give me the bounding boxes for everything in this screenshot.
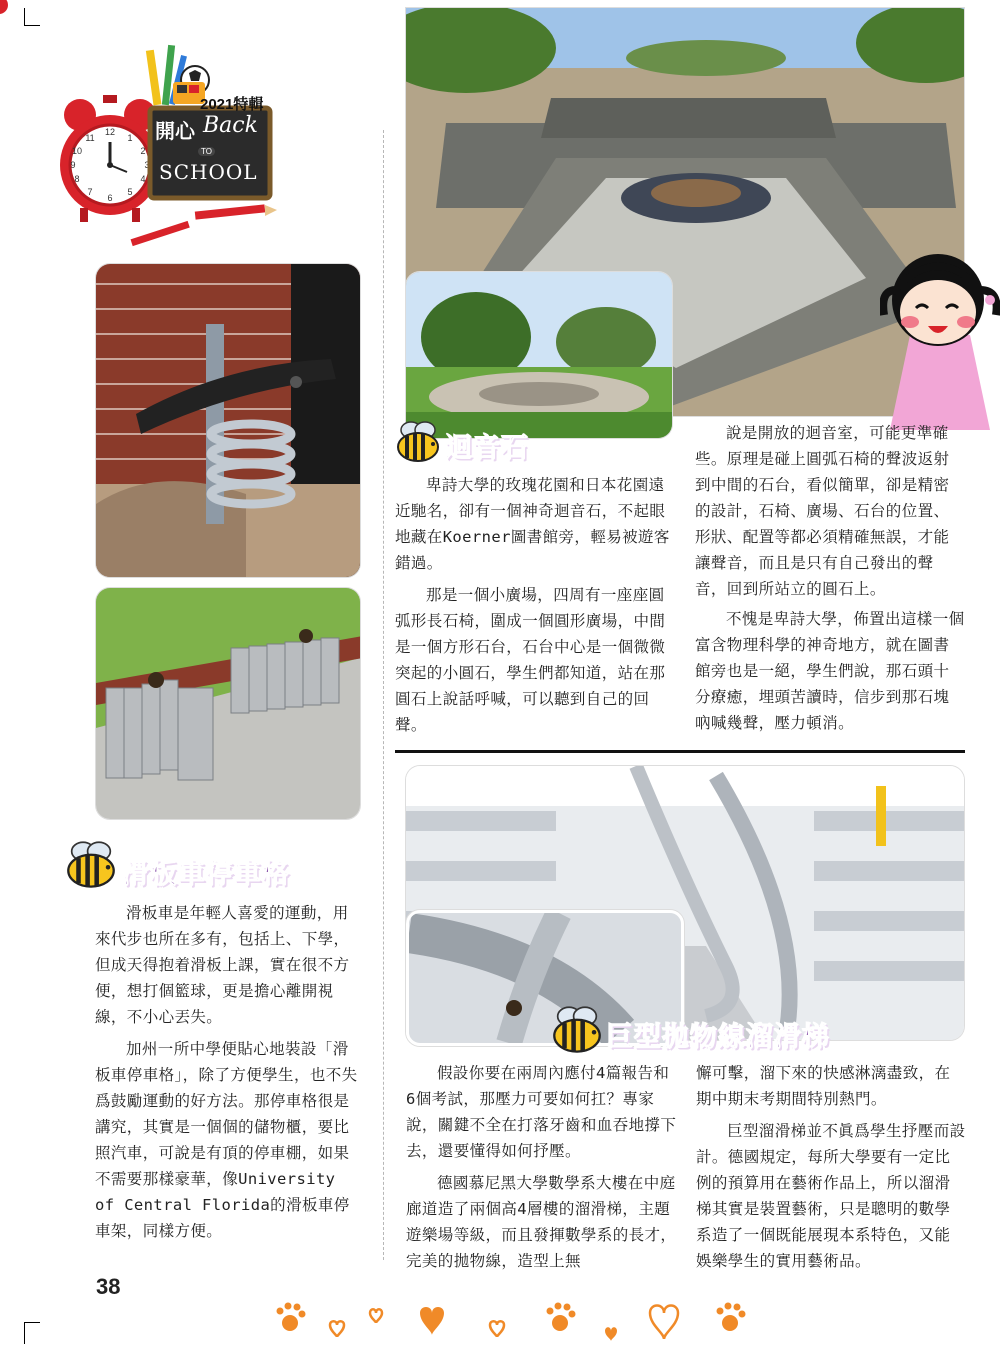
crop-mark [24, 8, 25, 26]
slide-heading: 巨型拋物線溜滑梯 [606, 1022, 830, 1053]
crop-mark [24, 1322, 25, 1344]
svg-text:11: 11 [85, 133, 95, 143]
paragraph: 巨型溜滑梯並不眞爲學生抒壓而設計。德國規定，每所大學要有一定比例的預算用在藝術作品上，所以溜滑梯其實是裝置藝術，只是聰明的數學系造了一個既能展現本系特色，又能娛樂學生的實用藝術品。 [696, 1122, 966, 1270]
svg-text:10: 10 [71, 146, 83, 156]
masthead [55, 40, 285, 255]
slide-col1 [406, 1060, 678, 1274]
masthead-title-school: SCHOOL [159, 160, 258, 184]
svg-text:3: 3 [144, 160, 150, 170]
paragraph: 卑詩大學的玫瑰花園和日本花園遠近馳名，卻有一個神奇迴音石，不起眼地藏在Koerner圖書館旁，輕易被遊客錯過。 [395, 476, 670, 572]
alarm-clock-icon [55, 40, 285, 255]
crop-mark [24, 1322, 40, 1323]
column-divider [383, 130, 384, 1260]
crop-mark [24, 25, 40, 26]
cartoon-girl-illustration [880, 230, 1000, 430]
masthead-title-back: Back [203, 113, 258, 138]
echo-stone-heading: 迴音石 [445, 433, 529, 464]
section-divider [395, 750, 965, 753]
photo-skateboard-rack [96, 264, 360, 577]
svg-text:1: 1 [127, 133, 133, 143]
svg-text:6: 6 [107, 193, 113, 203]
svg-text:7: 7 [87, 187, 93, 197]
footer-decoration [270, 1295, 770, 1345]
paragraph-continued: 懈可擊，溜下來的快感淋漓盡致，在期中期末考期間特別熱門。 [696, 1064, 951, 1108]
paragraph: 加州一所中學便貼心地裝設「滑板車停車格」，除了方便學生，也不失爲鼓勵運動的好方法。那停車格很是講究，其實是一個個的儲物櫃，要比照汽車，可說是有頂的停車棚，如果不需要那樣豪華，像University of Central Florida的滑板車停車架，同樣方便。 [95, 1040, 358, 1240]
svg-text:8: 8 [74, 174, 80, 184]
paragraph: 假設你要在兩周內應付4篇報告和6個考試，那壓力可要如何扛？專家說，關鍵不全在打落牙齒和血吞地撐下去，還要懂得如何抒壓。 [406, 1064, 677, 1160]
masthead-title-cn: 開心 [155, 119, 195, 143]
slide-col2 [696, 1060, 966, 1274]
bee-icon [548, 1005, 606, 1055]
binding-dot [0, 0, 8, 14]
skateboard-heading: 滑板車停車格 [122, 859, 290, 890]
svg-text:12: 12 [104, 127, 116, 137]
photo-rose-garden [406, 272, 672, 438]
skateboard-body [95, 900, 363, 1244]
page-number: 38 [96, 1274, 121, 1299]
paragraph: 不愧是卑詩大學，佈置出這樣一個富含物理科學的神奇地方，就在圖書館旁也是一絕，學生們說，那石頭十分療癒，埋頭苦讀時，信步到那石塊吶喊幾聲，壓力頓消。 [695, 610, 965, 732]
bee-icon [393, 420, 443, 464]
paragraph: 說是開放的迴音室，可能更準確些。原理是碰上圓弧石椅的聲波返射到中間的石台，看似簡單，卻是精密的設計，石椅、廣場、石台的位置、形狀、配置等都必須精確無誤，才能讓聲音，而且是只有自己發出的聲音，回到所站立的圓石上。 [695, 424, 950, 598]
bee-icon [62, 840, 120, 890]
svg-text:2: 2 [140, 146, 146, 156]
svg-text:5: 5 [127, 187, 133, 197]
svg-text:9: 9 [70, 160, 76, 170]
photo-skateboard-lockers [96, 588, 360, 819]
paragraph: 滑板車是年輕人喜愛的運動，用來代步也所在多有，包括上、下學，但成天得抱着滑板上課，實在很不方便，想打個籃球，更是擔心離開視線，不小心丟失。 [95, 904, 350, 1026]
echo-stone-col1 [395, 472, 675, 738]
echo-stone-col2 [695, 420, 965, 736]
masthead-title-to: TO [198, 147, 215, 156]
paragraph: 那是一個小廣場，四周有一座座圓弧形長石椅，圍成一個圓形廣場，中間是一個方形石台，石台中心是一個微微突起的小圓石，學生們都知道，站在那圓石上說話呼喊，可以聽到自己的回聲。 [395, 586, 666, 734]
masthead-year: 2021特輯 [200, 96, 264, 113]
svg-text:4: 4 [140, 174, 146, 184]
paragraph: 德國慕尼黑大學數學系大樓在中庭廊道造了兩個高4層樓的溜滑梯，主題遊樂場等級，而且發揮數學系的長才，完美的拋物線，造型上無 [406, 1174, 677, 1270]
